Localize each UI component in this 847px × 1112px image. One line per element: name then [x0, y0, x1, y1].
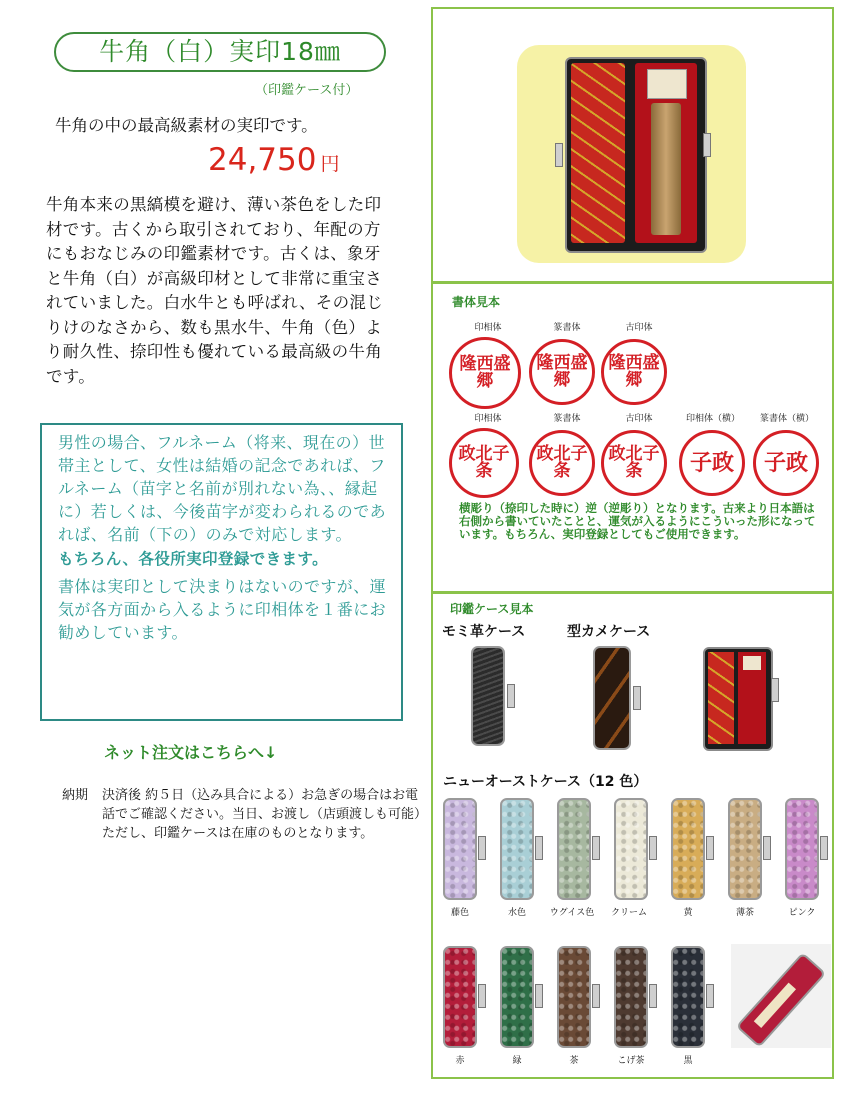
momi-case-label: モミ革ケース — [442, 624, 526, 640]
open-red-case-photo — [731, 944, 831, 1048]
font-label: 篆書体 — [553, 323, 581, 333]
hinge-icon — [763, 836, 771, 860]
seal-sample: 隆西盛郷 — [449, 337, 521, 409]
case-samples-title: 印鑑ケース見本 — [450, 602, 534, 616]
font-label: 篆書体（横） — [759, 414, 814, 424]
open-case-photo — [703, 647, 773, 751]
color-label: 茶 — [569, 1056, 579, 1066]
font-label: 印相体 — [474, 414, 502, 424]
case-interior — [635, 63, 697, 243]
color-label: 黄 — [683, 908, 693, 918]
product-photo-panel — [431, 7, 834, 283]
delivery-info — [62, 786, 422, 843]
case-icon — [565, 57, 707, 253]
case-swatch-fuji — [443, 798, 477, 900]
seal-stick-icon — [651, 103, 681, 235]
color-label: ピンク — [788, 908, 816, 918]
color-label: 藤色 — [450, 908, 469, 918]
font-samples-title: 書体見本 — [452, 295, 501, 309]
seal-stick-icon — [754, 983, 796, 1028]
product-photo — [517, 45, 746, 263]
color-label: 薄茶 — [735, 908, 754, 918]
price-unit: 円 — [320, 153, 340, 175]
hinge-icon — [507, 684, 515, 708]
color-label: クリーム — [610, 908, 647, 918]
color-label: 緑 — [512, 1056, 522, 1066]
seal-sample: 子政 — [753, 430, 819, 496]
hinge-icon — [592, 836, 600, 860]
clasp-icon — [771, 678, 779, 702]
case-swatch-midori — [500, 946, 534, 1048]
case-swatch-cha — [557, 946, 591, 1048]
product-subtitle: （印鑑ケース付） — [255, 83, 359, 98]
delivery-text: 決済後 約５日（込み具合による）お急ぎの場合はお電話でご確認ください。当日、お渡し（店頭渡しも可能）ただし、印鑑ケースは在庫のものとなります。 — [102, 788, 421, 841]
case-samples-panel — [431, 592, 834, 1079]
hinge-icon — [649, 836, 657, 860]
case-swatch-kogecha — [614, 946, 648, 1048]
kata-case-photo — [593, 646, 631, 750]
hinge-icon — [649, 984, 657, 1008]
font-label: 印相体（横） — [685, 414, 740, 424]
hinge-icon — [592, 984, 600, 1008]
hinge-icon — [706, 984, 714, 1008]
clasp-icon — [703, 133, 711, 157]
tilted-case-icon — [736, 952, 827, 1048]
kata-case-label: 型カメケース — [567, 624, 651, 640]
note-paragraph-3: 書体は実印として決まりはないのですが、運気が各方面から入るように印相体を１番にお勧めしています。 — [58, 577, 387, 642]
hinge-icon — [478, 836, 486, 860]
note-paragraph-1: 男性の場合、フルネーム（将来、現在の）世帯主として、女性は結婚の記念であれば、フルネーム（苗字と名前が別れない為、、縁起に）若しくは、今後苗字が変わられるのであれば、名前（下の）のみで対応します。 — [58, 433, 387, 544]
product-description: 牛角本来の黒縞模を避け、薄い茶色をした印材です。古くから取引されており、年配の方にもおなじみの印鑑素材です。古くは、象牙と牛角（白）が高級印材として非常に重宝されていました。白水牛とも呼ばれ、その混じりけのなさから、数も黒水牛、牛角（色）より耐久性、捺印性も優れている最高級の牛角です。 — [46, 195, 383, 386]
color-label: 水色 — [507, 908, 526, 918]
hinge-icon — [706, 836, 714, 860]
new-ost-case-label: ニューオーストケース（12 色） — [443, 774, 648, 790]
color-label: ウグイス色 — [549, 908, 595, 918]
cap-icon — [743, 656, 761, 670]
font-label: 古印体 — [625, 414, 653, 424]
momi-case-photo — [471, 646, 505, 746]
case-swatch-kuro — [671, 946, 705, 1048]
note-box — [40, 423, 403, 721]
case-interior — [738, 652, 766, 744]
hinge-icon — [478, 984, 486, 1008]
hinge-icon — [535, 836, 543, 860]
seal-sample: 政北子条 — [449, 428, 519, 498]
hinge-icon — [535, 984, 543, 1008]
brocade-lid — [571, 63, 625, 243]
case-swatch-cream — [614, 798, 648, 900]
cap-icon — [647, 69, 687, 99]
product-title: 牛角（白）実印18㎜ — [54, 32, 386, 72]
seal-sample: 政北子条 — [601, 430, 667, 496]
case-swatch-aka — [443, 946, 477, 1048]
case-swatch-usucha — [728, 798, 762, 900]
case-swatch-pink — [785, 798, 819, 900]
font-label: 古印体 — [625, 323, 653, 333]
note-paragraph-2: もちろん、各役所実印登録できます。 — [58, 550, 328, 568]
hinge-icon — [555, 143, 563, 167]
color-label: 黒 — [683, 1056, 693, 1066]
font-samples-panel — [431, 282, 834, 593]
price-value: 24,750 — [208, 142, 317, 178]
hinge-icon — [820, 836, 828, 860]
font-label: 印相体 — [474, 323, 502, 333]
color-label: 赤 — [455, 1056, 465, 1066]
seal-sample: 子政 — [679, 430, 745, 496]
brocade-lid — [708, 652, 734, 744]
product-lead: 牛角の中の最高級素材の実印です。 — [55, 116, 318, 135]
case-swatch-mizu — [500, 798, 534, 900]
seal-sample: 隆西盛郷 — [529, 339, 595, 405]
horizontal-note: 横彫り（捺印した時に）逆（逆彫り）となります。古来より日本語は右側から書いていたことと、運気が入るようにこういった形になっています。もちろん、実印登録としてもご使用できます。 — [459, 501, 816, 541]
price — [208, 142, 340, 178]
delivery-label: 納期 — [62, 788, 89, 803]
seal-sample: 隆西盛郷 — [601, 339, 667, 405]
font-label: 篆書体 — [553, 414, 581, 424]
case-swatch-uguisu — [557, 798, 591, 900]
color-label: こげ茶 — [617, 1056, 645, 1066]
order-link[interactable]: ネット注文はこちらへ↓ — [104, 743, 278, 762]
case-swatch-ki — [671, 798, 705, 900]
seal-sample: 政北子条 — [529, 430, 595, 496]
hinge-icon — [633, 686, 641, 710]
